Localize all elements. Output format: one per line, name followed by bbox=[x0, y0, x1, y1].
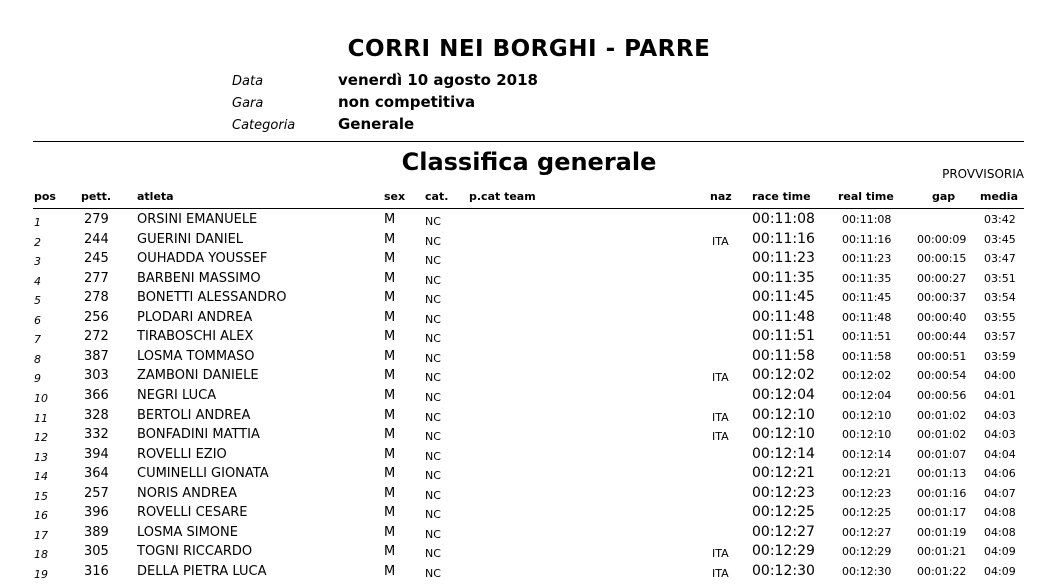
row-race-time: 00:12:21 bbox=[752, 465, 815, 482]
row-media: 03:55 bbox=[984, 310, 1016, 324]
row-pett: 332 bbox=[84, 427, 109, 443]
row-pos: 19 bbox=[34, 567, 48, 581]
meta-value-data: venerdì 10 agosto 2018 bbox=[338, 71, 538, 89]
row-pos: 17 bbox=[34, 528, 48, 542]
row-race-time: 00:12:14 bbox=[752, 445, 815, 462]
table-row bbox=[0, 486, 1058, 506]
page-title: CORRI NEI BORGHI - PARRE bbox=[347, 36, 711, 62]
col-header-race-time: race time bbox=[752, 190, 811, 203]
row-pos: 8 bbox=[34, 352, 41, 366]
meta-value-gara: non competitiva bbox=[338, 93, 476, 111]
row-atleta: NORIS ANDREA bbox=[137, 485, 237, 501]
row-gap: 00:00:15 bbox=[917, 252, 967, 266]
row-cat: NC bbox=[425, 371, 441, 385]
row-race-time: 00:12:02 bbox=[752, 367, 815, 384]
row-naz: ITA bbox=[712, 234, 729, 248]
row-real-time: 00:11:45 bbox=[842, 291, 892, 305]
row-gap: 00:00:56 bbox=[917, 388, 967, 402]
row-media: 04:08 bbox=[984, 506, 1016, 520]
row-atleta: LOSMA TOMMASO bbox=[137, 348, 255, 364]
row-race-time: 00:11:48 bbox=[752, 308, 815, 325]
row-atleta: TIRABOSCHI ALEX bbox=[137, 329, 254, 345]
row-real-time: 00:12:04 bbox=[842, 388, 892, 402]
row-sex: M bbox=[384, 544, 396, 560]
row-atleta: ZAMBONI DANIELE bbox=[137, 368, 259, 384]
ranking-title: Classifica generale bbox=[401, 148, 657, 176]
row-real-time: 00:12:29 bbox=[842, 545, 892, 559]
row-atleta: ROVELLI EZIO bbox=[137, 446, 227, 462]
row-pett: 305 bbox=[84, 544, 109, 560]
meta-key-data: Data bbox=[232, 74, 264, 89]
col-header-atleta: atleta bbox=[137, 190, 174, 203]
row-sex: M bbox=[384, 231, 396, 247]
row-sex: M bbox=[384, 466, 396, 482]
row-pos: 6 bbox=[34, 313, 41, 327]
row-gap: 00:01:07 bbox=[917, 447, 967, 461]
col-header-pos: pos bbox=[34, 190, 56, 203]
row-pos: 7 bbox=[34, 333, 41, 347]
row-sex: M bbox=[384, 446, 396, 462]
row-race-time: 00:11:23 bbox=[752, 250, 815, 267]
col-header-gap: gap bbox=[932, 190, 956, 203]
row-media: 03:59 bbox=[984, 349, 1016, 363]
row-pos: 14 bbox=[34, 470, 48, 484]
row-sex: M bbox=[384, 368, 396, 384]
row-media: 04:03 bbox=[984, 428, 1016, 442]
row-pett: 244 bbox=[84, 231, 109, 247]
row-gap: 00:01:02 bbox=[917, 408, 967, 422]
row-gap: 00:00:09 bbox=[917, 232, 967, 246]
row-naz: ITA bbox=[712, 566, 729, 580]
row-race-time: 00:11:16 bbox=[752, 230, 815, 247]
row-pett: 257 bbox=[84, 485, 109, 501]
row-media: 03:42 bbox=[984, 213, 1016, 226]
row-real-time: 00:11:08 bbox=[842, 213, 892, 226]
table-row bbox=[0, 427, 1058, 447]
table-row bbox=[0, 388, 1058, 408]
row-gap: 00:01:02 bbox=[917, 428, 967, 442]
row-media: 03:57 bbox=[984, 330, 1016, 344]
row-media: 04:01 bbox=[984, 388, 1016, 402]
row-real-time: 00:11:35 bbox=[842, 271, 892, 285]
row-gap: 00:01:21 bbox=[917, 545, 967, 559]
row-sex: M bbox=[384, 485, 396, 501]
row-pos: 10 bbox=[34, 391, 48, 405]
row-pos: 5 bbox=[34, 294, 41, 308]
row-gap: 00:01:19 bbox=[917, 525, 967, 539]
row-sex: M bbox=[384, 348, 396, 364]
row-cat: NC bbox=[425, 488, 441, 502]
row-media: 04:07 bbox=[984, 486, 1016, 500]
row-gap: 00:01:22 bbox=[917, 564, 967, 578]
row-atleta: BARBENI MASSIMO bbox=[137, 270, 261, 286]
row-race-time: 00:11:45 bbox=[752, 289, 815, 306]
row-gap: 00:00:44 bbox=[917, 330, 967, 344]
row-real-time: 00:12:30 bbox=[842, 564, 892, 578]
table-row bbox=[0, 525, 1058, 545]
row-pos: 3 bbox=[34, 255, 41, 269]
row-atleta: BONFADINI MATTIA bbox=[137, 427, 260, 443]
row-sex: M bbox=[384, 329, 396, 345]
table-row bbox=[0, 408, 1058, 428]
row-gap: 00:01:16 bbox=[917, 486, 967, 500]
row-real-time: 00:12:27 bbox=[842, 525, 892, 539]
row-race-time: 00:12:10 bbox=[752, 406, 815, 423]
row-pett: 303 bbox=[84, 368, 109, 384]
row-pett: 316 bbox=[84, 563, 109, 579]
row-pett: 364 bbox=[84, 466, 109, 482]
row-race-time: 00:12:27 bbox=[752, 523, 815, 540]
row-pos: 13 bbox=[34, 450, 48, 464]
col-header-pcat-team: p.cat team bbox=[469, 190, 536, 203]
row-pos: 11 bbox=[34, 411, 48, 425]
row-cat: NC bbox=[425, 254, 441, 268]
table-row bbox=[0, 368, 1058, 388]
row-cat: NC bbox=[425, 351, 441, 365]
row-media: 03:45 bbox=[984, 232, 1016, 246]
row-media: 03:54 bbox=[984, 291, 1016, 305]
row-pett: 245 bbox=[84, 251, 109, 267]
row-naz: ITA bbox=[712, 371, 729, 385]
table-row bbox=[0, 505, 1058, 525]
row-real-time: 00:11:51 bbox=[842, 330, 892, 344]
row-pos: 9 bbox=[34, 372, 41, 386]
row-cat: NC bbox=[425, 566, 441, 580]
meta-value-categoria: Generale bbox=[338, 115, 415, 133]
row-cat: NC bbox=[425, 508, 441, 522]
row-sex: M bbox=[384, 524, 396, 540]
row-media: 04:00 bbox=[984, 369, 1016, 383]
table-row bbox=[0, 290, 1058, 310]
row-race-time: 00:11:35 bbox=[752, 269, 815, 286]
row-atleta: GUERINI DANIEL bbox=[137, 231, 244, 247]
meta-key-gara: Gara bbox=[232, 96, 264, 111]
row-media: 03:47 bbox=[984, 252, 1016, 266]
row-pett: 394 bbox=[84, 446, 109, 462]
col-header-media: media bbox=[980, 190, 1018, 203]
row-cat: NC bbox=[425, 293, 441, 307]
row-race-time: 00:11:58 bbox=[752, 347, 815, 364]
row-real-time: 00:12:23 bbox=[842, 486, 892, 500]
row-sex: M bbox=[384, 251, 396, 267]
table-row bbox=[0, 349, 1058, 369]
row-atleta: ORSINI EMANUELE bbox=[137, 212, 258, 227]
row-cat: NC bbox=[425, 527, 441, 541]
row-cat: NC bbox=[425, 234, 441, 248]
row-real-time: 00:12:21 bbox=[842, 467, 892, 481]
row-gap: 00:00:54 bbox=[917, 369, 967, 383]
row-race-time: 00:12:29 bbox=[752, 543, 815, 560]
row-real-time: 00:12:10 bbox=[842, 428, 892, 442]
row-media: 04:09 bbox=[984, 564, 1016, 578]
row-naz: ITA bbox=[712, 430, 729, 444]
row-gap: 00:00:37 bbox=[917, 291, 967, 305]
row-atleta: TOGNI RICCARDO bbox=[137, 544, 253, 560]
row-gap: 00:00:27 bbox=[917, 271, 967, 285]
row-sex: M bbox=[384, 290, 396, 306]
row-cat: NC bbox=[425, 273, 441, 287]
col-header-sex: sex bbox=[384, 190, 406, 203]
row-sex: M bbox=[384, 407, 396, 423]
row-sex: M bbox=[384, 270, 396, 286]
row-media: 04:04 bbox=[984, 447, 1016, 461]
row-atleta: BONETTI ALESSANDRO bbox=[137, 290, 287, 306]
col-header-naz: naz bbox=[710, 190, 732, 203]
row-media: 04:08 bbox=[984, 525, 1016, 539]
row-atleta: ROVELLI CESARE bbox=[137, 505, 248, 521]
row-gap: 00:01:17 bbox=[917, 506, 967, 520]
row-cat: NC bbox=[425, 332, 441, 346]
row-cat: NC bbox=[425, 469, 441, 483]
row-pett: 272 bbox=[84, 329, 109, 345]
table-row bbox=[0, 329, 1058, 349]
header-divider bbox=[33, 208, 1024, 209]
row-atleta: BERTOLI ANDREA bbox=[137, 407, 251, 423]
row-gap: 00:01:13 bbox=[917, 467, 967, 481]
row-real-time: 00:11:58 bbox=[842, 349, 892, 363]
row-sex: M bbox=[384, 505, 396, 521]
row-pos: 4 bbox=[34, 274, 41, 288]
row-pos: 12 bbox=[34, 431, 48, 445]
col-header-pett: pett. bbox=[81, 190, 112, 203]
row-real-time: 00:11:16 bbox=[842, 232, 892, 246]
row-pett: 387 bbox=[84, 348, 109, 364]
table-row bbox=[0, 251, 1058, 271]
row-race-time: 00:12:25 bbox=[752, 504, 815, 521]
row-cat: NC bbox=[425, 430, 441, 444]
row-cat: NC bbox=[425, 312, 441, 326]
row-sex: M bbox=[384, 427, 396, 443]
table-row bbox=[0, 466, 1058, 486]
row-atleta: NEGRI LUCA bbox=[137, 387, 217, 403]
row-sex: M bbox=[384, 387, 396, 403]
row-pett: 366 bbox=[84, 387, 109, 403]
row-cat: NC bbox=[425, 215, 441, 228]
row-atleta: LOSMA SIMONE bbox=[137, 524, 238, 540]
row-sex: M bbox=[384, 212, 396, 227]
col-header-cat: cat. bbox=[425, 190, 449, 203]
row-gap: 00:00:40 bbox=[917, 310, 967, 324]
table-row bbox=[0, 310, 1058, 330]
row-real-time: 00:11:23 bbox=[842, 252, 892, 266]
row-pos: 16 bbox=[34, 509, 48, 523]
row-cat: NC bbox=[425, 410, 441, 424]
row-media: 04:03 bbox=[984, 408, 1016, 422]
row-real-time: 00:12:25 bbox=[842, 506, 892, 520]
row-real-time: 00:12:14 bbox=[842, 447, 892, 461]
row-race-time: 00:11:08 bbox=[752, 211, 815, 227]
row-race-time: 00:12:30 bbox=[752, 562, 815, 579]
row-real-time: 00:12:02 bbox=[842, 369, 892, 383]
row-cat: NC bbox=[425, 547, 441, 561]
row-sex: M bbox=[384, 309, 396, 325]
row-cat: NC bbox=[425, 449, 441, 463]
table-row bbox=[0, 212, 1058, 232]
meta-key-categoria: Categoria bbox=[232, 118, 296, 133]
row-gap: 00:00:51 bbox=[917, 349, 967, 363]
table-row bbox=[0, 232, 1058, 252]
row-pett: 256 bbox=[84, 309, 109, 325]
top-divider bbox=[33, 141, 1024, 142]
row-media: 03:51 bbox=[984, 271, 1016, 285]
row-media: 04:06 bbox=[984, 467, 1016, 481]
row-race-time: 00:11:51 bbox=[752, 328, 815, 345]
row-atleta: OUHADDA YOUSSEF bbox=[137, 251, 268, 267]
row-pett: 328 bbox=[84, 407, 109, 423]
row-media: 04:09 bbox=[984, 545, 1016, 559]
row-naz: ITA bbox=[712, 547, 729, 561]
row-real-time: 00:11:48 bbox=[842, 310, 892, 324]
row-pos: 15 bbox=[34, 489, 48, 503]
row-atleta: CUMINELLI GIONATA bbox=[137, 466, 269, 482]
row-atleta: PLODARI ANDREA bbox=[137, 309, 253, 325]
table-row bbox=[0, 271, 1058, 291]
row-pett: 278 bbox=[84, 290, 109, 306]
row-pett: 279 bbox=[84, 212, 109, 227]
row-pett: 277 bbox=[84, 270, 109, 286]
row-race-time: 00:12:23 bbox=[752, 484, 815, 501]
status-label: PROVVISORIA bbox=[942, 167, 1024, 181]
row-pos: 18 bbox=[34, 548, 48, 562]
table-row bbox=[0, 447, 1058, 467]
row-pett: 396 bbox=[84, 505, 109, 521]
row-real-time: 00:12:10 bbox=[842, 408, 892, 422]
row-pett: 389 bbox=[84, 524, 109, 540]
col-header-real-time: real time bbox=[838, 190, 894, 203]
row-race-time: 00:12:10 bbox=[752, 426, 815, 443]
table-row bbox=[0, 564, 1058, 584]
row-atleta: DELLA PIETRA LUCA bbox=[137, 563, 267, 579]
row-sex: M bbox=[384, 563, 396, 579]
row-pos: 2 bbox=[34, 235, 41, 249]
row-naz: ITA bbox=[712, 410, 729, 424]
row-cat: NC bbox=[425, 390, 441, 404]
row-pos: 1 bbox=[34, 216, 41, 229]
row-race-time: 00:12:04 bbox=[752, 386, 815, 403]
table-row bbox=[0, 544, 1058, 564]
